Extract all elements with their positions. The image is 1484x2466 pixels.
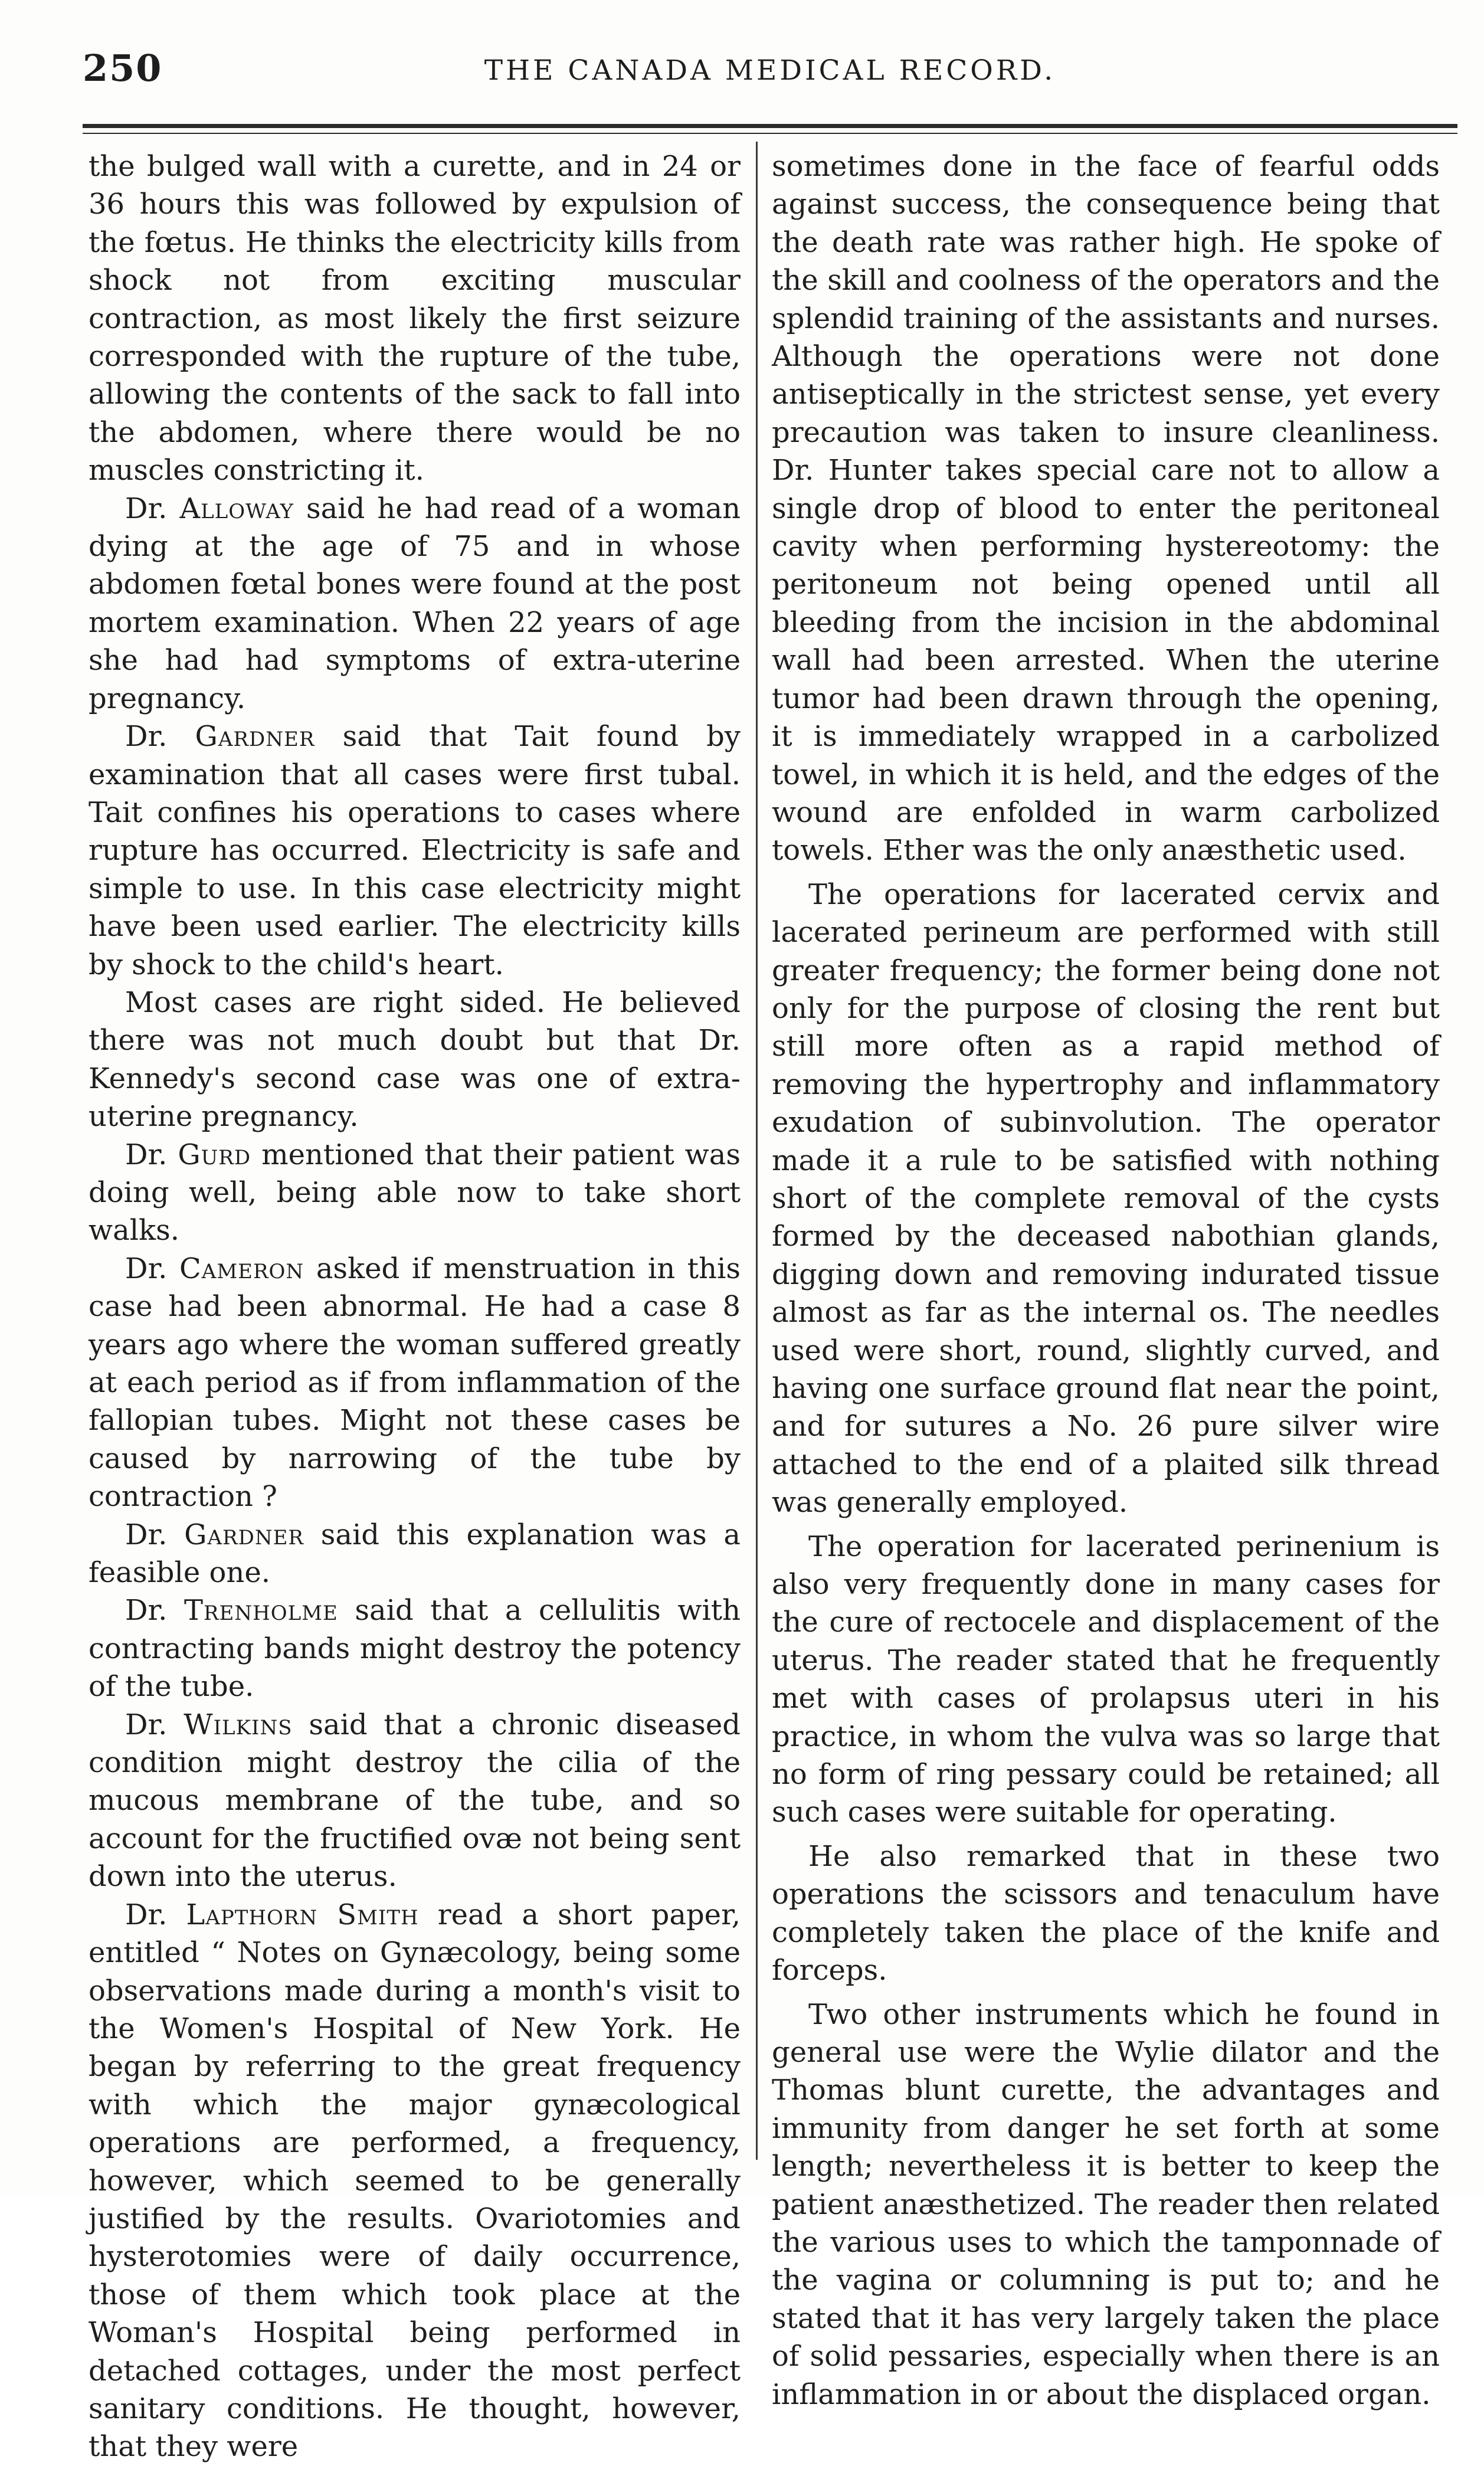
paragraph-text: mentioned that their patient was doing well, being able now to take short walks. — [89, 1138, 741, 1247]
paragraph: the bulged wall with a curette, and in 24 or 36 hours this was followed by expulsion of the fœtus. He thinks the electricity kills from shock not from exciting muscular contraction, as most likely the first seizure corresponded with the rupture of the tube, allowing the contents of the sack to fall into the abdomen, where there would be no muscles constricting it. — [89, 150, 741, 487]
paragraph-text: said he had read of a woman dying at the age of 75 and in whose abdomen fœtal bones were found at the post mortem examination. When 22 years of age she had had symptoms of extra-uterine pregnancy. — [89, 492, 741, 715]
speaker-name: Gurd — [178, 1138, 251, 1171]
paragraph-text: asked if menstruation in this case had been abnormal. He had a case 8 years ago where the woman suffered greatly at each period as if from inflammation of the fallopian tubes. Might not these cases be caused by narrowing of the tube by contraction ? — [89, 1252, 741, 1514]
speaker-prefix: Dr. — [125, 1898, 168, 1931]
paragraph: Two other instruments which he found in general use were the Wylie dilator and the Thomas blunt curette, the advantages and immunity from danger he set forth at some length; nevertheless it is better to keep the patient anæsthetized. The reader then related the various uses to which the tamponnade of the vagina or columning is put to; and he stated that it has very largely taken the place of solid pessaries, especially when there is an inflammation in or about the displaced organ. — [772, 1997, 1440, 2411]
paragraph-text: read a short paper, entitled “ Notes on Gynæcology, being some observations made during a month's visit to the Women's Hospital of New York. He began by referring to the great frequency with which the major gynæcological operations are performed, a frequency, however, which seemed to be generally justified by the results. Ovariotomies and hysterotomies were of daily occurrence, those of them which took place at the Woman's Hospital being performed in detached cottages, under the most perfect sanitary conditions. He thought, however, that they were — [89, 1898, 741, 2464]
speaker-prefix: Dr. — [125, 720, 168, 754]
paragraph — [89, 718, 741, 984]
paragraph — [89, 1591, 741, 1705]
paragraph: The operation for lacerated perinenium is also very frequently done in many cases for the cure of rectocele and displacement of the uterus. The reader stated that he frequently met with cases of prolapsus uteri in his practice, in whom the vulva was so large that no form of ring pessary could be retained; all such cases were suitable for operating. — [772, 1530, 1440, 1829]
speaker-name: Gardner — [195, 720, 315, 754]
paragraph — [89, 1706, 741, 1896]
paragraph — [89, 490, 741, 718]
paragraph — [89, 1516, 741, 1592]
paragraph — [89, 1896, 741, 2466]
page-number: 250 — [83, 47, 163, 90]
speaker-prefix: Dr. — [125, 1594, 168, 1627]
paragraph-text: said this explanation was a feasible one. — [89, 1518, 741, 1590]
paragraph — [89, 1136, 741, 1250]
paragraph: The operations for lacerated cervix and lacerated perineum are performed with still greater frequency; the former being done not only for the purpose of closing the rent but still more often as a rapid method of removing the hypertrophy and inflammatory exudation of subinvolution. The operator made it a rule to be satisfied with nothing short of the complete removal of the cysts formed by the deceased nabothian glands, digging down and removing indurated tissue almost as far as the internal os. The needles used were short, round, slightly curved, and having one surface ground flat near the point, and for sutures a No. 26 pure silver wire attached to the end of a plaited silk thread was generally employed. — [772, 877, 1440, 1519]
paragraph: sometimes done in the face of fearful odds against success, the consequence being that the death rate was rather high. He spoke of the skill and coolness of the operators and the splendid training of the assistants and nurses. Although the operations were not done antiseptically in the strictest sense, yet every precaution was taken to insure cleanliness. Dr. Hunter takes special care not to allow a single drop of blood to enter the peritoneal cavity when performing hystereotomy: the peritoneum not being opened until all bleeding from the incision in the abdominal wall had been arrested. When the uterine tumor had been drawn through the opening, it is immediately wrapped in a carbolized towel, in which it is held, and the edges of the wound are enfolded in warm carbolized towels. Ether was the only anæsthetic used. — [772, 150, 1440, 867]
paragraph: Most cases are right sided. He believed there was not much doubt but that Dr. Kennedy's second case was one of extra-uterine pregnancy. — [89, 985, 741, 1134]
speaker-prefix: Dr. — [125, 1252, 168, 1285]
left-column — [89, 148, 741, 2466]
paragraph: He also remarked that in these two operations the scissors and tenaculum have completely taken the place of the knife and forceps. — [772, 1839, 1440, 1987]
paragraph-text: said that a chronic diseased condition might destroy the cilia of the mucous membrane of the tube, and so account for the fructified ovæ not being sent down into the uterus. — [89, 1708, 741, 1894]
speaker-prefix: Dr. — [125, 1138, 168, 1171]
speaker-prefix: Dr. — [125, 492, 168, 525]
speaker-name: Trenholme — [184, 1594, 338, 1627]
page-header — [83, 41, 1457, 96]
paragraph — [89, 1250, 741, 1516]
paragraph-text: said that a cellulitis with contracting bands might destroy the potency of the tube. — [89, 1594, 741, 1704]
right-column — [772, 148, 1440, 2413]
speaker-name: Cameron — [179, 1252, 304, 1285]
running-title: THE CANADA MEDICAL RECORD. — [484, 54, 1056, 87]
speaker-name: Wilkins — [184, 1708, 293, 1741]
header-rule-thin — [83, 133, 1457, 134]
speaker-prefix: Dr. — [125, 1518, 168, 1551]
header-rule-thick — [83, 124, 1457, 128]
speaker-name: Alloway — [179, 492, 294, 525]
column-divider — [756, 142, 758, 2160]
speaker-name: Lapthorn Smith — [186, 1898, 419, 1931]
speaker-name: Gardner — [184, 1518, 304, 1551]
speaker-prefix: Dr. — [125, 1708, 168, 1741]
paragraph-text: said that Tait found by examination that all cases were first tubal. Tait confines his operations to cases where rupture has occurred. Electricity is safe and simple to use. In this case electricity might have been used earlier. The electricity kills by shock to the child's heart. — [89, 720, 741, 981]
